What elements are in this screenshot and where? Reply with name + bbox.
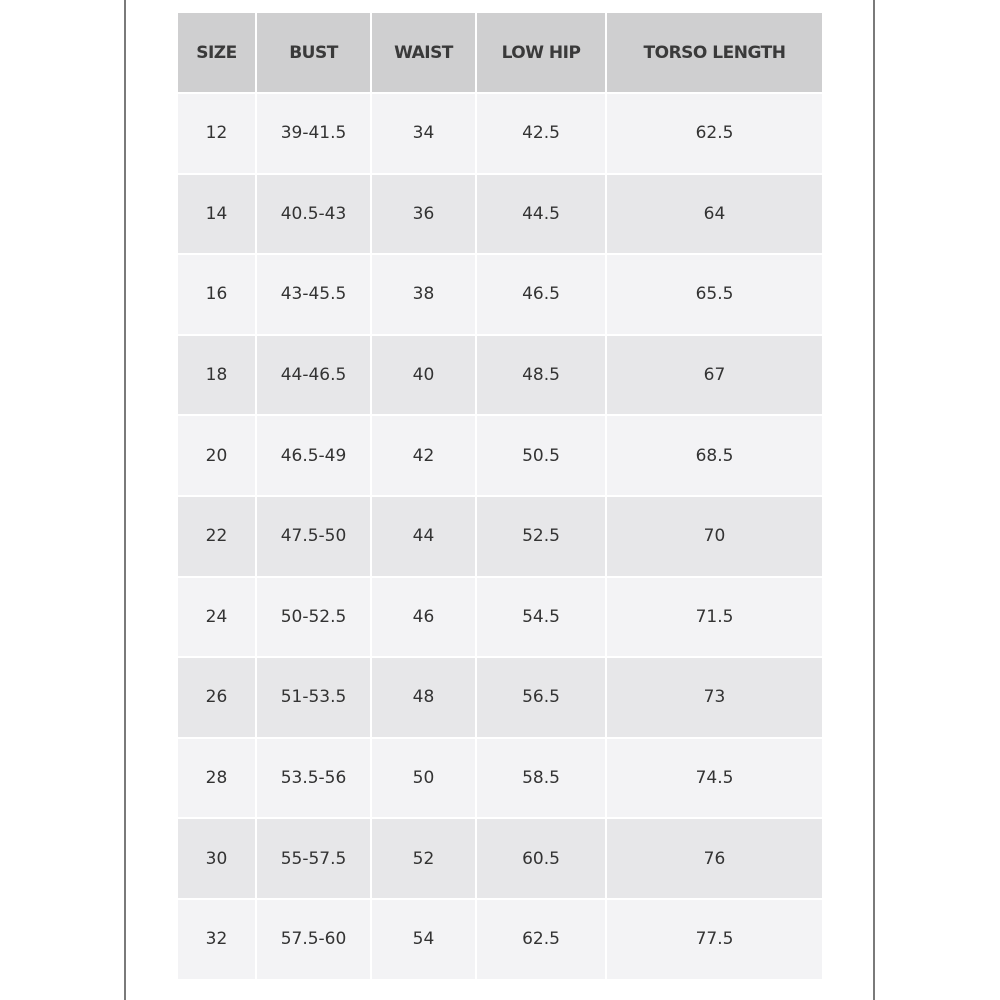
cell-size: 24 — [178, 578, 257, 659]
cell-bust: 44-46.5 — [257, 336, 372, 417]
cell-torso-length: 65.5 — [607, 255, 822, 336]
header-low-hip: LOW HIP — [477, 13, 607, 94]
size-chart-table — [178, 13, 822, 981]
cell-low-hip: 44.5 — [477, 175, 607, 256]
cell-bust: 50-52.5 — [257, 578, 372, 659]
cell-waist: 48 — [372, 658, 477, 739]
cell-waist: 46 — [372, 578, 477, 659]
cell-waist: 40 — [372, 336, 477, 417]
cell-torso-length: 76 — [607, 819, 822, 900]
cell-bust: 55-57.5 — [257, 819, 372, 900]
cell-torso-length: 62.5 — [607, 94, 822, 175]
cell-waist: 36 — [372, 175, 477, 256]
cell-bust: 43-45.5 — [257, 255, 372, 336]
table-row — [178, 739, 822, 820]
table-row — [178, 819, 822, 900]
cell-low-hip: 62.5 — [477, 900, 607, 981]
cell-low-hip: 58.5 — [477, 739, 607, 820]
header-row — [178, 13, 822, 94]
cell-bust: 39-41.5 — [257, 94, 372, 175]
header-bust: BUST — [257, 13, 372, 94]
frame-right-border — [873, 0, 875, 1000]
cell-bust: 51-53.5 — [257, 658, 372, 739]
cell-torso-length: 68.5 — [607, 416, 822, 497]
cell-low-hip: 50.5 — [477, 416, 607, 497]
header-waist: WAIST — [372, 13, 477, 94]
frame-left-border — [124, 0, 126, 1000]
cell-size: 20 — [178, 416, 257, 497]
header-size: SIZE — [178, 13, 257, 94]
cell-low-hip: 52.5 — [477, 497, 607, 578]
cell-torso-length: 71.5 — [607, 578, 822, 659]
cell-size: 32 — [178, 900, 257, 981]
cell-size: 28 — [178, 739, 257, 820]
table-row — [178, 578, 822, 659]
cell-size: 30 — [178, 819, 257, 900]
cell-low-hip: 46.5 — [477, 255, 607, 336]
cell-size: 26 — [178, 658, 257, 739]
cell-bust: 47.5-50 — [257, 497, 372, 578]
cell-size: 18 — [178, 336, 257, 417]
cell-bust: 57.5-60 — [257, 900, 372, 981]
table-body — [178, 94, 822, 981]
cell-torso-length: 67 — [607, 336, 822, 417]
cell-waist: 52 — [372, 819, 477, 900]
cell-bust: 46.5-49 — [257, 416, 372, 497]
cell-bust: 40.5-43 — [257, 175, 372, 256]
table-row — [178, 336, 822, 417]
cell-size: 16 — [178, 255, 257, 336]
header-torso-length: TORSO LENGTH — [607, 13, 822, 94]
cell-low-hip: 48.5 — [477, 336, 607, 417]
cell-bust: 53.5-56 — [257, 739, 372, 820]
table-row — [178, 658, 822, 739]
table-row — [178, 94, 822, 175]
cell-waist: 44 — [372, 497, 477, 578]
cell-torso-length: 64 — [607, 175, 822, 256]
cell-waist: 42 — [372, 416, 477, 497]
table-row — [178, 175, 822, 256]
cell-low-hip: 54.5 — [477, 578, 607, 659]
cell-low-hip: 56.5 — [477, 658, 607, 739]
table-row — [178, 255, 822, 336]
table-row — [178, 497, 822, 578]
cell-low-hip: 60.5 — [477, 819, 607, 900]
cell-waist: 38 — [372, 255, 477, 336]
table-row — [178, 416, 822, 497]
cell-size: 22 — [178, 497, 257, 578]
cell-torso-length: 74.5 — [607, 739, 822, 820]
cell-waist: 34 — [372, 94, 477, 175]
cell-waist: 54 — [372, 900, 477, 981]
cell-waist: 50 — [372, 739, 477, 820]
cell-torso-length: 73 — [607, 658, 822, 739]
table-header — [178, 13, 822, 94]
table-row — [178, 900, 822, 981]
cell-size: 14 — [178, 175, 257, 256]
cell-size: 12 — [178, 94, 257, 175]
cell-torso-length: 70 — [607, 497, 822, 578]
cell-torso-length: 77.5 — [607, 900, 822, 981]
cell-low-hip: 42.5 — [477, 94, 607, 175]
